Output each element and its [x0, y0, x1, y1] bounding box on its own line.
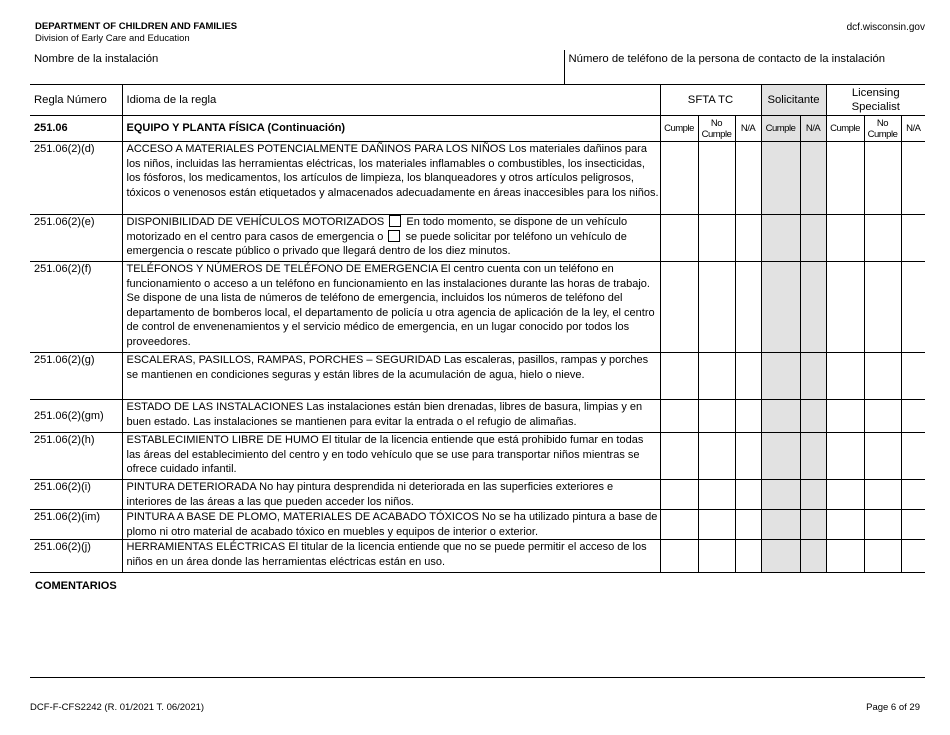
check-cell[interactable]	[698, 540, 735, 573]
licensing-cumple-header: Cumple	[826, 116, 864, 142]
check-cell[interactable]	[800, 262, 826, 353]
check-cell[interactable]	[901, 142, 925, 215]
check-cell[interactable]	[864, 540, 901, 573]
check-cell[interactable]	[826, 433, 864, 480]
table-row	[30, 215, 925, 262]
check-cell[interactable]	[761, 353, 800, 400]
check-cell[interactable]	[901, 215, 925, 262]
rule-text: PINTURA DETERIORADA No hay pintura desprendida ni deteriorada en las superficies exteriores e interiores de las áreas a las que pueden acceder los niños.	[122, 480, 660, 510]
rule-text-part: DISPONIBILIDAD DE VEHÍCULOS MOTORIZADOS	[126, 216, 385, 228]
check-cell[interactable]	[901, 510, 925, 540]
facility-name-label: Nombre de la instalación	[34, 53, 159, 65]
sfta-no-cumple-header: No Cumple	[698, 116, 735, 142]
rule-number: 251.06(2)(e)	[30, 215, 122, 262]
check-cell[interactable]	[901, 433, 925, 480]
check-cell[interactable]	[735, 215, 761, 262]
rule-text: TELÉFONOS Y NÚMEROS DE TELÉFONO DE EMERGENCIA El centro cuenta con un teléfono en funcionamiento o acceso a un teléfono en funcionamiento en las instalaciones durante las horas de trabajo. Se dispone de una lista de números de teléfono de emergencia, incluidos los números de teléfono del departamento de bomberos local, el departamento de policía u otra agencia de aplicación de la ley, el centro de control de envenenamientos y el servicio médico de emergencia, en un lugar conocido por todos los proveedores.	[122, 262, 660, 353]
rule-number: 251.06(2)(j)	[30, 540, 122, 573]
rule-number: 251.06(2)(d)	[30, 142, 122, 215]
rule-number: 251.06(2)(i)	[30, 480, 122, 510]
check-cell[interactable]	[761, 540, 800, 573]
contact-phone-label: Número de teléfono de la persona de contacto de la instalación	[568, 53, 886, 65]
rule-text: ESTADO DE LAS INSTALACIONES Las instalaciones están bien drenadas, libres de basura, limpias y en buen estado. Las instalaciones se mantienen para evitar la entrada o el refugio de alimañas.	[122, 400, 660, 433]
check-cell[interactable]	[660, 142, 698, 215]
check-cell[interactable]	[864, 215, 901, 262]
sfta-cumple-header: Cumple	[660, 116, 698, 142]
check-cell[interactable]	[800, 540, 826, 573]
licensing-na-header: N/A	[901, 116, 925, 142]
check-cell[interactable]	[698, 510, 735, 540]
check-cell[interactable]	[901, 540, 925, 573]
solicitante-header: Solicitante	[761, 85, 826, 116]
check-cell[interactable]	[735, 353, 761, 400]
table-row	[30, 400, 925, 433]
check-cell[interactable]	[735, 400, 761, 433]
check-cell[interactable]	[901, 400, 925, 433]
facility-name-field[interactable]	[30, 50, 564, 85]
check-cell[interactable]	[864, 510, 901, 540]
licensing-specialist-header: Licensing Specialist	[826, 85, 925, 116]
department-name: DEPARTMENT OF CHILDREN AND FAMILIES	[35, 21, 238, 32]
check-cell[interactable]	[735, 142, 761, 215]
check-cell[interactable]	[698, 215, 735, 262]
rule-text-part: En todo momento, se dispone de un vehículo motorizado en el centro para casos de emergencia o	[126, 216, 628, 243]
check-cell[interactable]	[826, 353, 864, 400]
check-cell[interactable]	[660, 433, 698, 480]
sfta-na-header: N/A	[735, 116, 761, 142]
check-cell[interactable]	[761, 433, 800, 480]
page-number: Page 6 of 29	[866, 702, 920, 713]
check-cell[interactable]	[660, 353, 698, 400]
check-cell[interactable]	[761, 262, 800, 353]
section-number: 251.06	[30, 116, 122, 142]
rule-text: ESCALERAS, PASILLOS, RAMPAS, PORCHES – SEGURIDAD Las escaleras, pasillos, rampas y porches se mantienen en condiciones seguras y están libres de la acumulación de agua, hielo o nieve.	[122, 353, 660, 400]
check-cell[interactable]	[698, 353, 735, 400]
solicitante-na-header: N/A	[800, 116, 826, 142]
check-cell[interactable]	[864, 480, 901, 510]
rule-text	[122, 215, 660, 262]
rule-text: ACCESO A MATERIALES POTENCIALMENTE DAÑINOS PARA LOS NIÑOS Los materiales dañinos para los niños, incluidas las herramientas eléctricas, los materiales inflamables o combustibles, los insecticidas, los fósforos, los medicamentos, los artículos de limpieza, los blanqueadores y otros artículos peligrosos, tóxicos o venenosos están etiquetados y almacenados adecuadamente en áreas inaccesibles para los niños.	[122, 142, 660, 215]
check-cell[interactable]	[698, 262, 735, 353]
check-cell[interactable]	[660, 215, 698, 262]
check-cell[interactable]	[735, 540, 761, 573]
check-cell[interactable]	[826, 400, 864, 433]
check-cell[interactable]	[660, 540, 698, 573]
form-id: DCF-F-CFS2242 (R. 01/2021 T. 06/2021)	[30, 702, 205, 713]
check-cell[interactable]	[901, 353, 925, 400]
check-cell[interactable]	[800, 433, 826, 480]
rule-text: ESTABLECIMIENTO LIBRE DE HUMO El titular de la licencia entiende que está prohibido fumar en todas las áreas del establecimiento del centro y en todo vehículo que se use para transportar niños mientras se ofrece cuidado infantil.	[122, 433, 660, 480]
facility-info-table	[30, 50, 925, 85]
check-cell[interactable]	[800, 400, 826, 433]
table-row	[30, 142, 925, 215]
rule-text: PINTURA A BASE DE PLOMO, MATERIALES DE ACABADO TÓXICOS No se ha utilizado pintura a base de plomo ni otro material de acabado tóxico en muebles y equipos de interior o exterior.	[122, 510, 660, 540]
check-cell[interactable]	[826, 215, 864, 262]
check-cell[interactable]	[901, 262, 925, 353]
contact-phone-field[interactable]	[564, 50, 925, 85]
table-row	[30, 510, 925, 540]
check-cell[interactable]	[660, 510, 698, 540]
check-cell[interactable]	[698, 480, 735, 510]
check-cell[interactable]	[698, 400, 735, 433]
check-cell[interactable]	[735, 262, 761, 353]
table-row	[30, 353, 925, 400]
table-row	[30, 262, 925, 353]
check-cell[interactable]	[698, 433, 735, 480]
check-cell[interactable]	[698, 142, 735, 215]
check-cell[interactable]	[660, 480, 698, 510]
check-cell[interactable]	[800, 353, 826, 400]
table-row	[30, 480, 925, 510]
check-cell[interactable]	[761, 142, 800, 215]
rule-number: 251.06(2)(f)	[30, 262, 122, 353]
rule-text-part: se puede solicitar por teléfono un vehículo de emergencia o rescate público o privado que llegará dentro de los diez minutos.	[126, 230, 627, 257]
comments-divider	[30, 677, 925, 678]
check-cell[interactable]	[826, 262, 864, 353]
check-cell[interactable]	[864, 262, 901, 353]
check-cell[interactable]	[800, 480, 826, 510]
checkbox[interactable]	[389, 215, 401, 227]
rule-text: HERRAMIENTAS ELÉCTRICAS El titular de la licencia entiende que no se puede permitir el acceso de los niños en un área donde las herramientas eléctricas están en uso.	[122, 540, 660, 573]
rule-number: 251.06(2)(gm)	[30, 400, 122, 433]
checklist-table	[30, 84, 925, 573]
rule-number: 251.06(2)(g)	[30, 353, 122, 400]
table-row	[30, 433, 925, 480]
check-cell[interactable]	[761, 400, 800, 433]
check-cell[interactable]	[660, 400, 698, 433]
check-cell[interactable]	[800, 215, 826, 262]
check-cell[interactable]	[826, 480, 864, 510]
comments-label: COMENTARIOS	[35, 580, 117, 592]
check-cell[interactable]	[826, 142, 864, 215]
rule-number: 251.06(2)(h)	[30, 433, 122, 480]
check-cell[interactable]	[800, 510, 826, 540]
check-cell[interactable]	[826, 510, 864, 540]
check-cell[interactable]	[660, 262, 698, 353]
check-cell[interactable]	[735, 510, 761, 540]
check-cell[interactable]	[735, 433, 761, 480]
sfta-tc-header: SFTA TC	[660, 85, 761, 116]
rule-language-header: Idioma de la regla	[122, 85, 660, 116]
check-cell[interactable]	[864, 353, 901, 400]
rule-number-header: Regla Número	[30, 85, 122, 116]
division-name: Division of Early Care and Education	[35, 33, 190, 44]
check-cell[interactable]	[761, 215, 800, 262]
check-cell[interactable]	[761, 510, 800, 540]
check-cell[interactable]	[826, 540, 864, 573]
solicitante-cumple-header: Cumple	[761, 116, 800, 142]
check-cell[interactable]	[761, 480, 800, 510]
table-row	[30, 540, 925, 573]
check-cell[interactable]	[864, 400, 901, 433]
check-cell[interactable]	[864, 433, 901, 480]
rule-number: 251.06(2)(im)	[30, 510, 122, 540]
checkbox[interactable]	[388, 230, 400, 242]
website-url: dcf.wisconsin.gov	[846, 22, 925, 33]
check-cell[interactable]	[800, 142, 826, 215]
licensing-no-cumple-header: No Cumple	[864, 116, 901, 142]
check-cell[interactable]	[735, 480, 761, 510]
check-cell[interactable]	[864, 142, 901, 215]
section-title: EQUIPO Y PLANTA FÍSICA (Continuación)	[122, 116, 660, 142]
check-cell[interactable]	[901, 480, 925, 510]
